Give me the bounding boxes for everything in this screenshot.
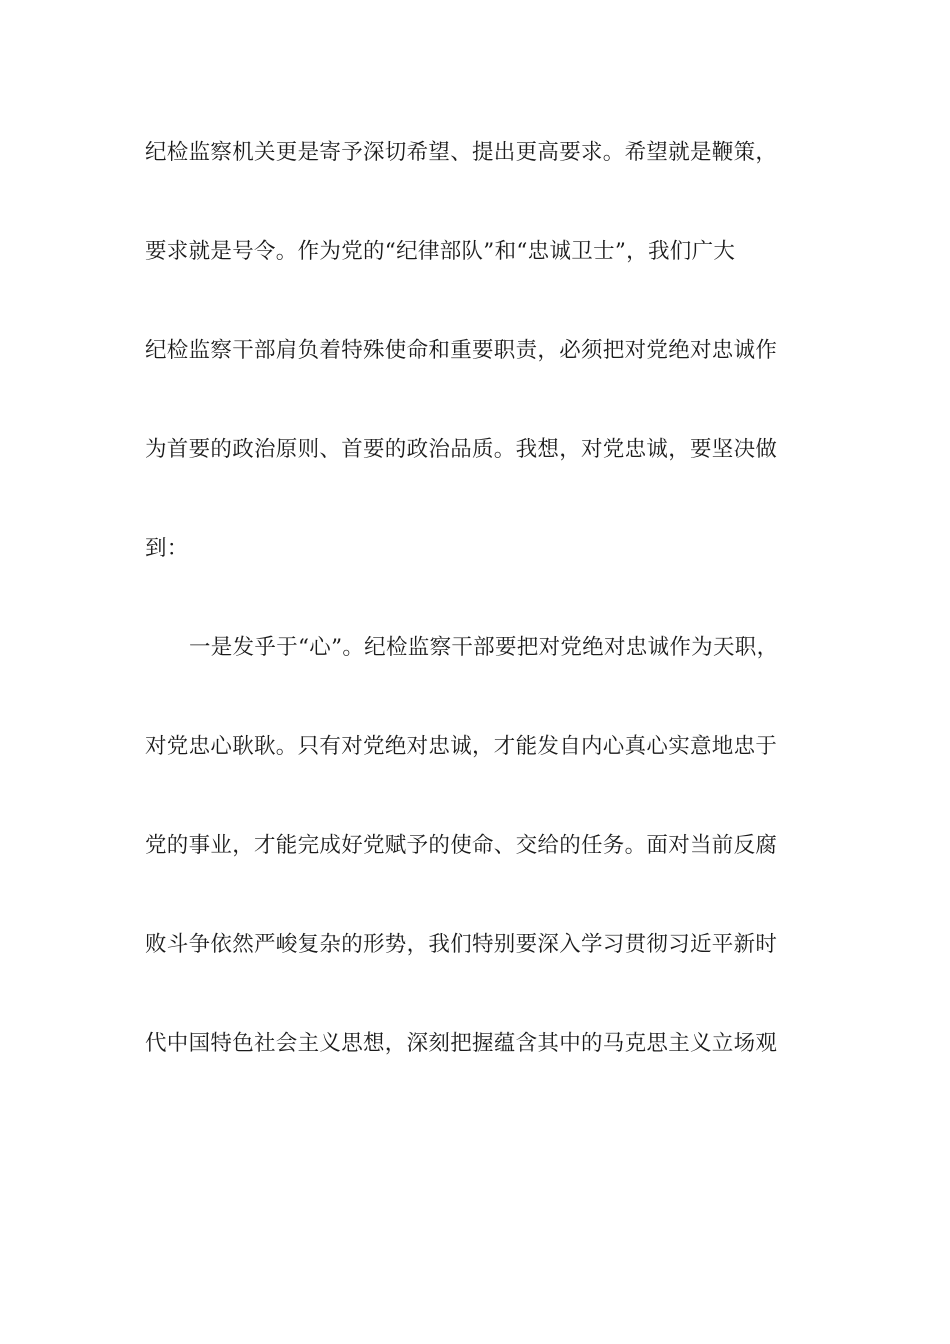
text-line: 纪检监察干部肩负着特殊使命和重要职责，必须把对党绝对忠诚作 [145,338,778,363]
text-line: 到： [145,536,189,561]
text-line: 纪检监察机关更是寄予深切希望、提出更高要求。希望就是鞭策， [145,140,778,165]
text-line: 党的事业，才能完成好党赋予的使命、交给的任务。面对当前反腐 [145,833,778,858]
text-line: 要求就是号令。作为党的“纪律部队”和“忠诚卫士”，我们广大 [145,239,736,264]
document-body [145,128,805,1118]
text-line: 代中国特色社会主义思想，深刻把握蕴含其中的马克思主义立场观 [145,1031,778,1056]
text-line: 败斗争依然严峻复杂的形势，我们特别要深入学习贯彻习近平新时 [145,932,778,957]
text-line: 对党忠心耿耿。只有对党绝对忠诚，才能发自内心真心实意地忠于 [145,734,778,759]
text-line: 为首要的政治原则、首要的政治品质。我想，对党忠诚，要坚决做 [145,437,778,462]
paragraph-first-line: 一是发乎于“心”。纪检监察干部要把对党绝对忠诚作为天职， [189,635,779,660]
